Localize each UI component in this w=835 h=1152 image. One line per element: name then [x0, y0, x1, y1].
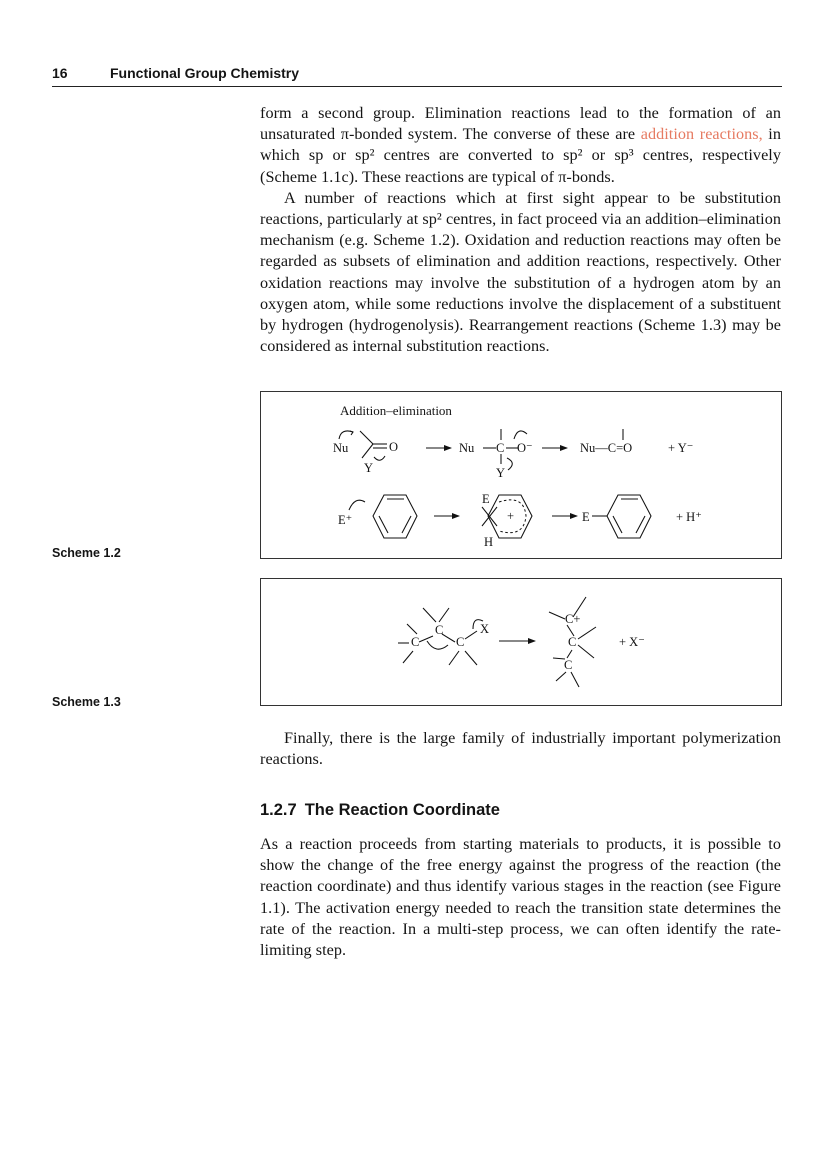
- scheme-1-2-caption: Addition–elimination: [340, 403, 452, 418]
- cation-bond-7: [556, 672, 566, 681]
- rearrangement-bond-3: [419, 636, 433, 642]
- page-header: [52, 63, 782, 87]
- addition-reactions-link[interactable]: addition reactions,: [640, 125, 763, 144]
- nucleophile-label: Nu: [333, 441, 349, 455]
- product-x-minus-label: + X⁻: [619, 635, 645, 649]
- leaving-group-x: X: [480, 622, 490, 636]
- cation-bond-6: [567, 650, 572, 658]
- curved-arrow-3: [514, 431, 527, 439]
- product-carbonyl-label: Nu—C=O: [580, 441, 633, 455]
- paragraph-1-suffix: in which sp or sp² centres are converted to sp² or sp³ centres, respectively (Scheme 1.1c). These reactions are typical of π-bonds.: [260, 125, 782, 186]
- intro-paragraphs: [260, 103, 781, 357]
- curved-arrow-1-head: [350, 431, 353, 435]
- arenium-hydrogen-label: H: [484, 535, 494, 549]
- bond-2: [362, 444, 373, 458]
- arenium-electrophile-label: E: [482, 492, 490, 506]
- scheme-1-2-figure: [260, 391, 782, 559]
- product-electrophile-label: E: [582, 510, 590, 524]
- leaving-group-label: Y: [364, 461, 374, 475]
- rearrangement-carbon-3: C: [456, 635, 465, 649]
- nu-label-intermediate: Nu: [459, 441, 475, 455]
- cation-bond-2: [549, 612, 565, 619]
- cation-bond-4: [578, 627, 596, 639]
- product-y-minus-label: + Y⁻: [668, 441, 694, 455]
- curved-arrow-1: [339, 431, 353, 439]
- section-paragraph-block: [260, 834, 781, 961]
- paragraph-1-prefix: form a second group. Elimination reactions lead to the formation of an unsaturated π-bonded system. The converse of these are: [260, 104, 781, 144]
- section-number: 1.2.7: [260, 801, 297, 819]
- rearrangement-bond-6: [407, 624, 417, 634]
- rearrangement-bond-9: [465, 651, 477, 665]
- scheme-1-3-label: Scheme 1.3: [52, 695, 121, 709]
- scheme-1-3-drawing: [261, 579, 781, 705]
- intermediate-y-label: Y: [496, 466, 506, 480]
- section-heading: [260, 801, 500, 820]
- carbonyl-oxygen-label: O: [389, 440, 399, 454]
- scheme-1-3-figure: [260, 578, 782, 706]
- rearrangement-carbon-2: C: [411, 635, 420, 649]
- curved-arrow-2: [374, 456, 385, 460]
- running-title: Functional Group Chemistry: [110, 65, 300, 81]
- rearrangement-bond-2: [439, 608, 449, 622]
- rearrangement-bond-8: [449, 651, 459, 665]
- electrophile-label: E⁺: [338, 513, 353, 527]
- intermediate-carbon-label: C: [496, 441, 505, 455]
- header-rule: [52, 86, 782, 87]
- paragraph-2: A number of reactions which at first sight appear to be substitution reactions, particularly at sp² centres, in fact proceed via an addition–elimination mechanism (e.g. Scheme 1.2). Oxidation and reduction reactions may often be regarded as subsets of elimination and addition reactions, respectively. Other oxidation reactions may involve the substitution of a hydrogen atom by an oxygen atom, while some reductions involve the displacement of a substituent by hydrogen (hydrogenolysis). Rearrangement reactions (Scheme 1.3) may be considered as internal substitution reactions.: [260, 188, 781, 356]
- curved-arrow-5: [349, 500, 365, 510]
- scheme-1-2-label: Scheme 1.2: [52, 546, 121, 560]
- paragraph-1: [260, 103, 781, 188]
- alkoxide-label: O⁻: [517, 441, 533, 455]
- rearrangement-bond-1: [423, 608, 436, 622]
- migration-arrow: [427, 641, 448, 649]
- cation-carbon-3: C: [564, 658, 573, 672]
- rearrangement-c-x-bond: [465, 631, 477, 639]
- final-paragraph-block: [260, 728, 781, 770]
- carbocation-label: C+: [565, 612, 581, 626]
- section-paragraph: As a reaction proceeds from starting materials to products, it is possible to show the change of the free energy against the progress of the reaction (the reaction coordinate) and thus identify various stages in the reaction (see Figure 1.1). The activation energy needed to reach the transition state determines the rate of the reaction. In a multi-step process, we can often identify the rate-limiting step.: [260, 835, 781, 960]
- arenium-positive-charge: +: [507, 509, 515, 523]
- page-number: 16: [52, 65, 68, 81]
- rearrangement-bond-5: [403, 651, 413, 663]
- rearrangement-carbon-1: C: [435, 623, 444, 637]
- cation-carbon-2: C: [568, 635, 577, 649]
- curved-arrow-4: [507, 458, 512, 470]
- product-h-plus-label: + H⁺: [676, 510, 702, 524]
- rearrangement-bond-7: [442, 634, 455, 642]
- cation-bond-5: [578, 645, 594, 658]
- paragraph-3: Finally, there is the large family of industrially important polymerization reactions.: [260, 729, 781, 769]
- section-title: The Reaction Coordinate: [304, 801, 500, 819]
- cation-bond-8: [571, 672, 579, 687]
- bond-1: [360, 431, 373, 444]
- scheme-1-2-drawing: [261, 392, 781, 558]
